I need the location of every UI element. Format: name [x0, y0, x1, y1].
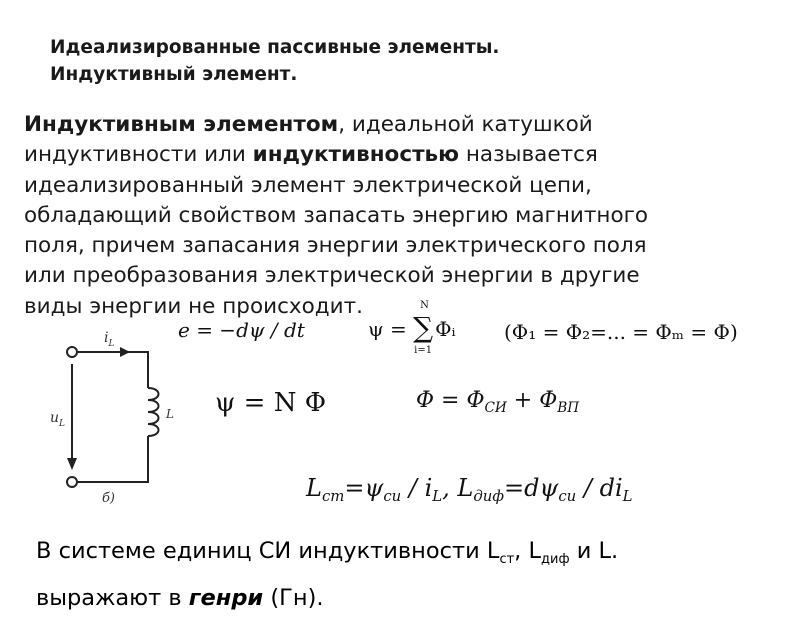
bottom-wire — [77, 436, 148, 482]
formula-flux-sum: $\Phi = \Phi_{СИ} + \Phi_{ВП}$ — [416, 388, 580, 416]
formula-inductance: $L_{ст}=\psi_{си} / i_L$, $L_{диф}=d\psi_{си} / di_L$ — [306, 474, 633, 506]
bottom-terminal — [67, 477, 77, 487]
title-line-1: Идеализированные пассивные элементы. — [50, 37, 500, 58]
formula-flux-equal: (Φ₁ = Φ₂=... = Φₘ = Φ) — [504, 320, 738, 344]
units-line-1: В системе единиц СИ индуктивности $L_{ст}$, $L_{диф}$ и L. — [36, 538, 619, 567]
formula-emf: e = −dψ / dt — [178, 318, 305, 342]
definition-line-6: или преобразования электрической энергии в другие — [24, 263, 640, 289]
inductor-circuit-diagram — [38, 322, 188, 512]
top-wire — [77, 352, 148, 388]
current-arrow-head — [120, 347, 130, 357]
definition-line-1: Индуктивным элементом, идеальной катушкой — [24, 112, 593, 137]
voltage-label: $u_L$ — [50, 410, 66, 429]
term-inductance: индуктивностью — [252, 142, 460, 168]
inductor-label: L — [166, 407, 174, 421]
definition-line-3: идеализированный элемент электрической цепи, — [24, 172, 592, 198]
formula-psi-sum: ψ = N ∑ i=1 Φᵢ — [368, 300, 456, 356]
unit-henry: генри — [188, 585, 264, 611]
sum-sign: N ∑ i=1 — [413, 300, 434, 356]
definition-line-2: индуктивности или индуктивностью называется — [24, 142, 598, 168]
definition-line-5: поля, причем запасания энергии электрического поля — [24, 233, 647, 259]
definition-paragraph — [24, 110, 794, 322]
slide-title — [50, 34, 770, 88]
top-terminal — [67, 347, 77, 357]
voltage-arrow-head — [67, 458, 77, 470]
definition-line-7: виды энергии не происходит. — [24, 293, 363, 319]
units-statement — [36, 532, 786, 617]
title-line-2: Индуктивный элемент. — [50, 64, 298, 85]
units-line-2: выражают в генри (Гн). — [36, 585, 324, 611]
term-inductive-element: Индуктивным элементом — [24, 112, 339, 137]
circuit-caption: б) — [102, 491, 116, 506]
formula-psi-n-phi: ψ = N Φ — [215, 388, 327, 418]
current-label: $i_L$ — [104, 330, 115, 349]
definition-line-4: обладающий свойством запасать энергию магнитного — [24, 202, 649, 228]
inductor-coil — [148, 388, 159, 436]
